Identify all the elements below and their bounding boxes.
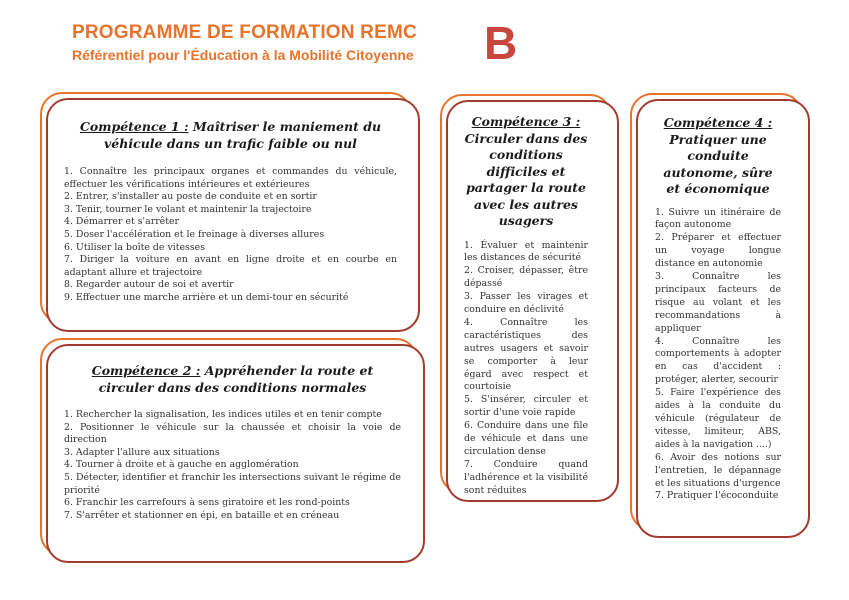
list-item: 4. Connaître les comportements à adopter en cas d'accident : protéger, alerter, secourir: [655, 335, 781, 386]
list-item: 2. Positionner le véhicule sur la chaussée et choisir la voie de direction: [64, 421, 401, 446]
competence-3-heading: Circuler dans des conditions difficiles et partager la route avec les autres usagers: [464, 130, 588, 228]
competence-2-card: [40, 338, 425, 563]
list-item: 5. Doser l'accélération et le freinage à diverses allures: [64, 228, 325, 240]
list-item: 1. Évaluer et maintenir les distances de sécurité: [464, 239, 588, 264]
competence-3-label: Compétence 3 :: [471, 114, 581, 129]
competence-4-heading: Pratiquer une conduite autonome, sûre et économique: [663, 131, 773, 196]
competence-4-card: [630, 93, 810, 538]
list-item: 1. Connaître les principaux organes et commandes du véhicule, effectuer les vérifications intérieures et extérieures: [64, 166, 397, 190]
competence-4-list: [655, 207, 781, 504]
list-item: 6. Avoir des notions sur l'entretien, le dépannage et les situations d'urgence: [655, 451, 781, 489]
list-item: 7. Diriger la voiture en avant en ligne droite et en courbe en adaptant allure et trajectoire: [64, 254, 397, 278]
page-subtitle: Référentiel pour l'Éducation à la Mobilité Citoyenne: [72, 47, 414, 63]
page-title: PROGRAMME DE FORMATION REMC: [72, 22, 417, 43]
competence-3-card: [440, 94, 619, 502]
list-item: 3. Adapter l'allure aux situations: [64, 446, 220, 458]
list-item: 9. Effectuer une marche arrière et un demi-tour en sécurité: [64, 291, 349, 303]
competence-1-title: [64, 118, 397, 152]
competence-2-label: Compétence 2 :: [91, 363, 201, 378]
competence-1-card: [40, 92, 420, 332]
list-item: 6. Franchir les carrefours à sens giratoire et les rond-points: [64, 497, 350, 509]
list-item: 6. Utiliser la boîte de vitesses: [64, 241, 206, 253]
list-item: 5. S'insérer, circuler et sortir d'une voie rapide: [464, 394, 588, 419]
list-item: 3. Connaître les principaux facteurs de risque au volant et les recommandations à appliquer: [655, 271, 781, 334]
list-item: 2. Préparer et effectuer un voyage longue distance en autonomie: [655, 232, 781, 270]
competence-1-list: [64, 166, 397, 305]
competence-4-label: Compétence 4 :: [663, 115, 773, 130]
competence-1-label: Compétence 1 :: [79, 119, 189, 134]
list-item: 1. Rechercher la signalisation, les indices utiles et en tenir compte: [64, 409, 382, 420]
list-item: 4. Démarrer et s'arrêter: [64, 216, 180, 228]
competence-3-title: [464, 114, 588, 230]
section-letter: B: [484, 17, 518, 69]
competence-2-title: [64, 362, 401, 396]
list-item: 5. Détecter, identifier et franchir les intersections suivant le régime de priorité: [64, 471, 401, 496]
competence-3-list: [464, 240, 588, 498]
competence-2-list: [64, 409, 401, 522]
list-item: 5. Faire l'expérience des aides à la conduite du véhicule (régulateur de vitesse, limiteur, ABS, aides à la navigation ....): [655, 387, 781, 450]
list-item: 1. Suivre un itinéraire de façon autonome: [655, 206, 781, 231]
competence-2-heading: Appréhender la route et circuler dans des conditions normales: [98, 363, 374, 395]
list-item: 8. Regarder autour de soi et avertir: [64, 279, 234, 291]
list-item: 3. Tenir, tourner le volant et maintenir la trajectoire: [64, 203, 312, 215]
list-item: 3. Passer les virages et conduire en déclivité: [464, 291, 588, 316]
competence-4-title: [655, 115, 781, 198]
list-item: 6. Conduire dans une file de véhicule et dans une circulation dense: [464, 420, 588, 457]
competence-1-heading: Maîtriser le maniement du véhicule dans un trafic faible ou nul: [104, 119, 382, 151]
list-item: 7. Conduire quand l'adhérence et la visibilité sont réduites: [464, 458, 588, 496]
list-item: 2. Entrer, s'installer au poste de conduite et en sortir: [64, 191, 317, 203]
list-item: 4. Connaître les caractéristiques des autres usagers et savoir se comporter à leur égard avec respect et courtoisie: [464, 316, 588, 393]
list-item: 4. Tourner à droite et à gauche en agglomération: [64, 459, 299, 471]
list-item: 7. Pratiquer l'écoconduite: [655, 490, 779, 502]
list-item: 2. Croiser, dépasser, être dépassé: [464, 265, 588, 290]
list-item: 7. S'arrêter et stationner en épi, en bataille et en créneau: [64, 509, 340, 521]
